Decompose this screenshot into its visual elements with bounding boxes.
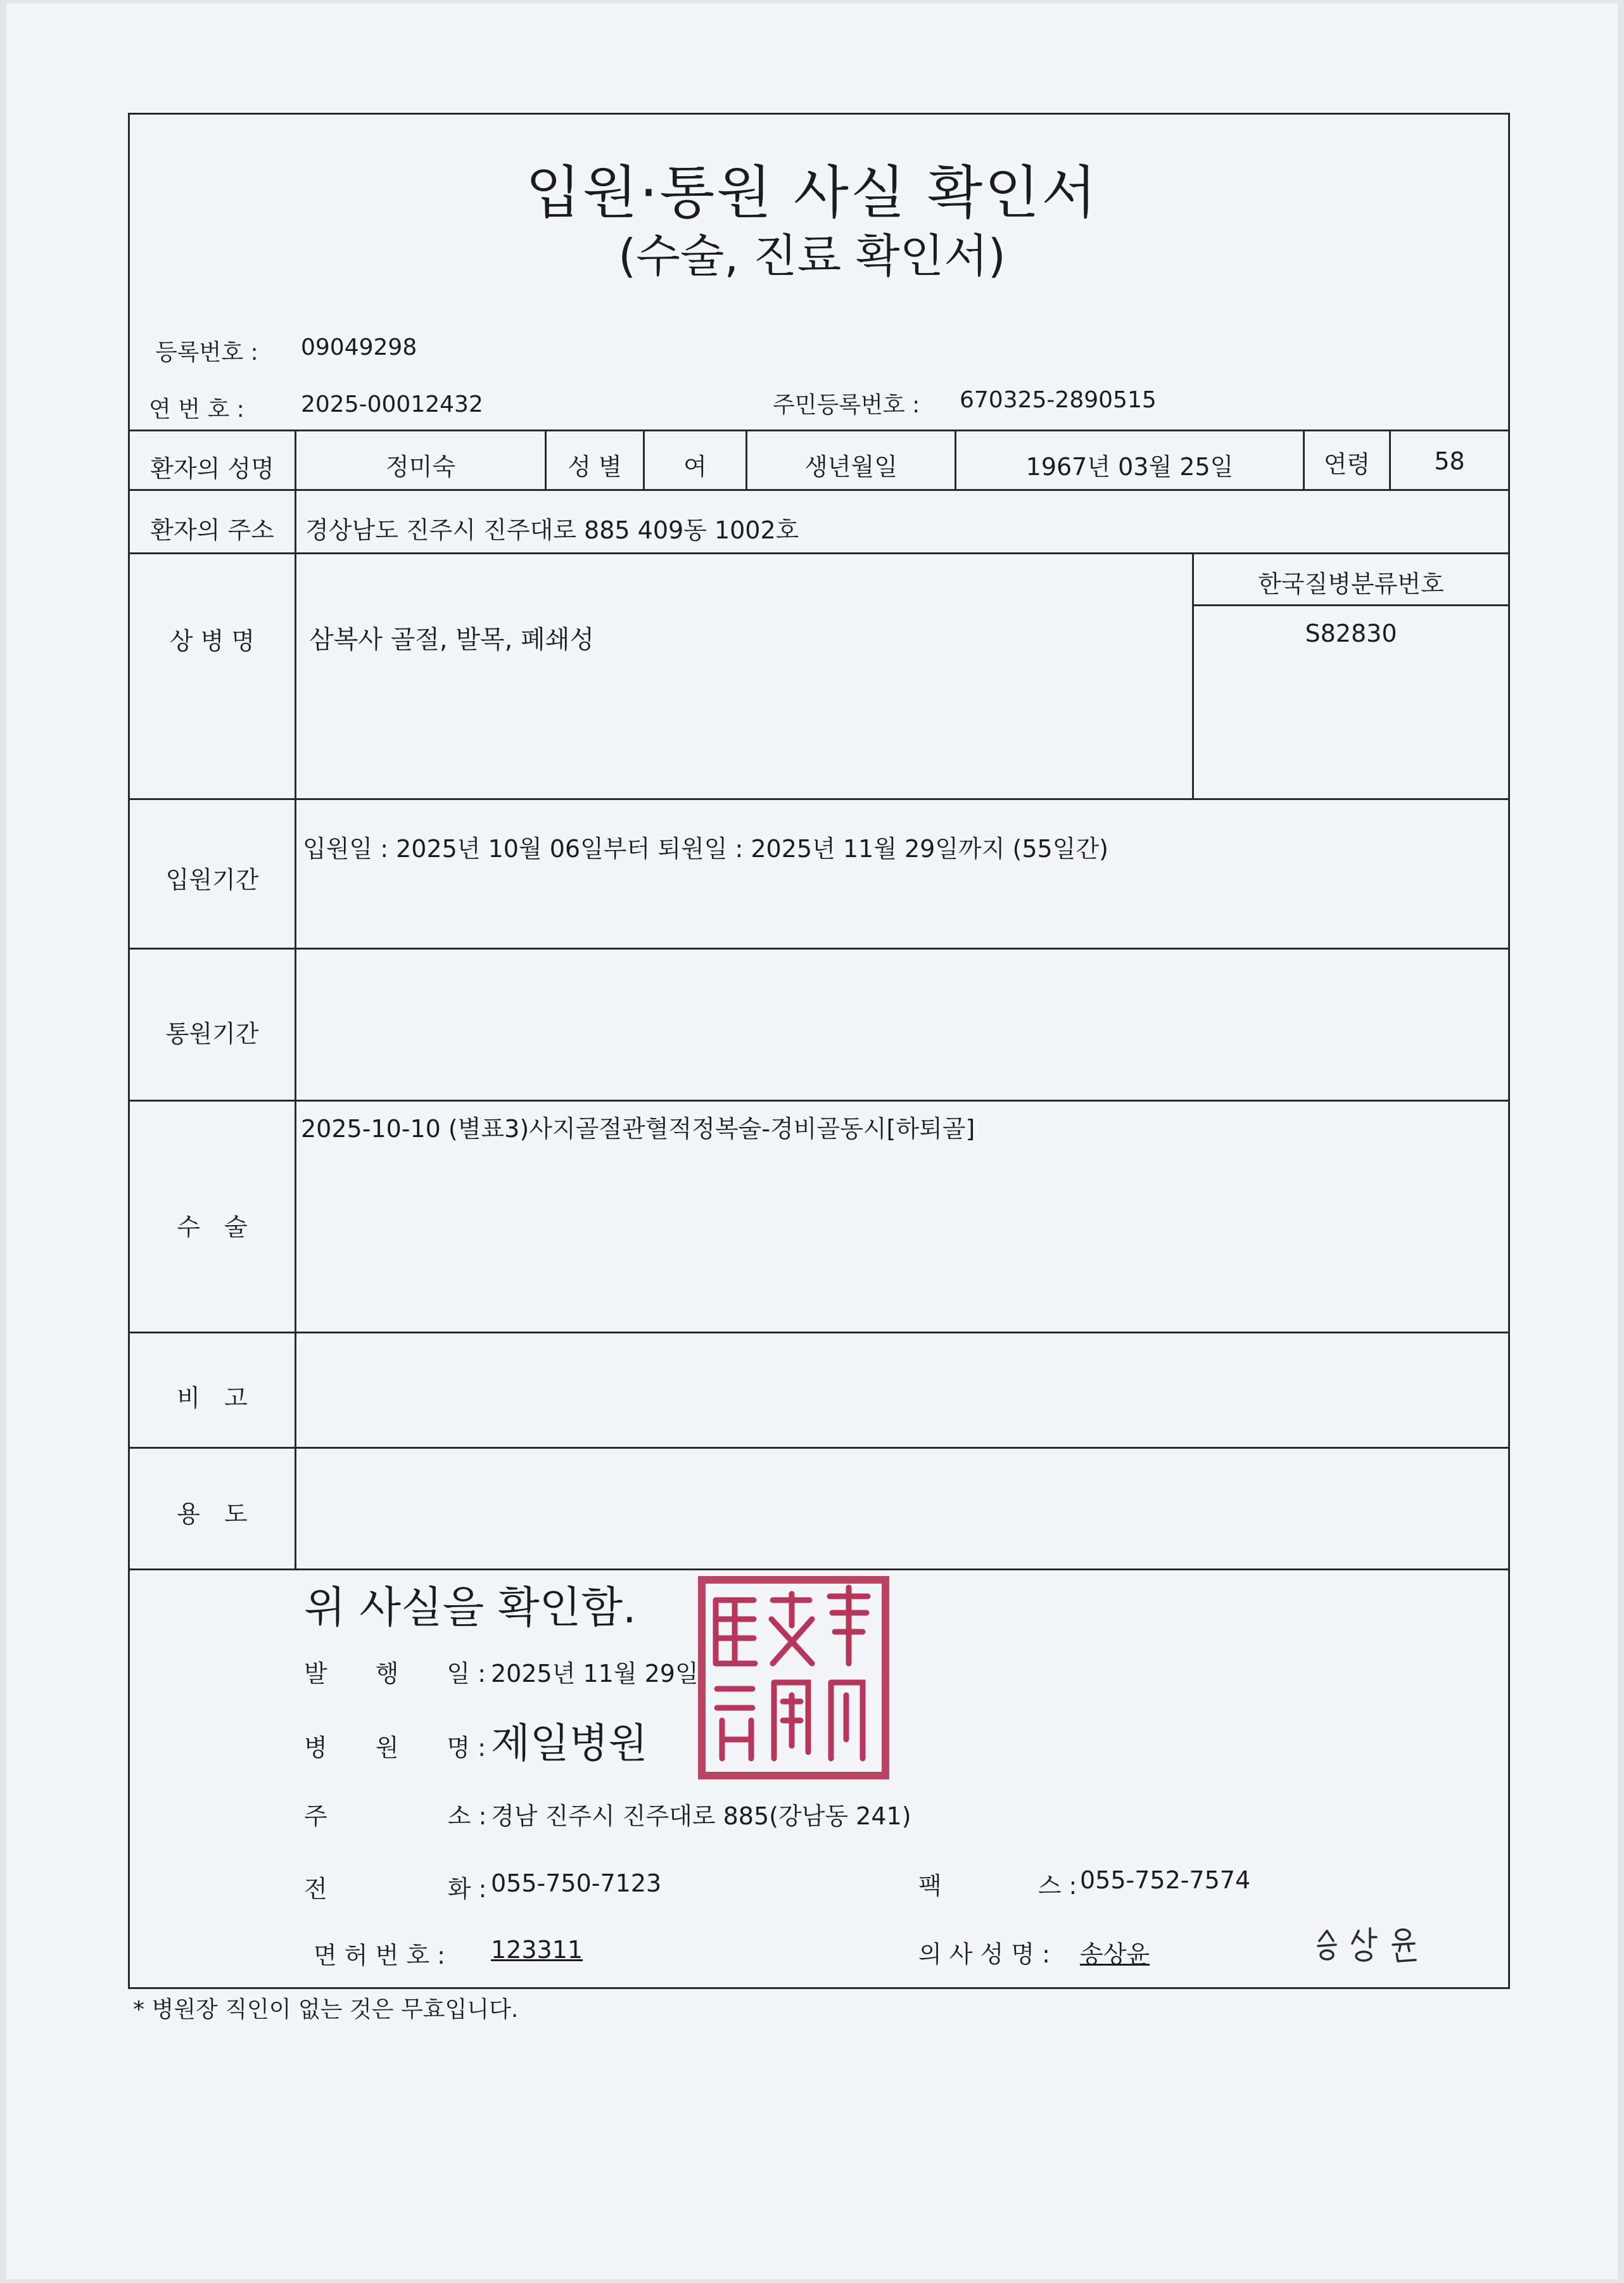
doctor-signature <box>1314 1922 1441 1966</box>
patient-name-label: 환자의 성명 <box>150 455 274 483</box>
reg-no-value: 09049298 <box>301 334 417 360</box>
issue-date-label: 발 행 일 : <box>304 1660 486 1688</box>
serial-value: 2025-00012432 <box>301 391 483 417</box>
hospital-seal-stamp <box>697 1575 891 1781</box>
phone-value: 055-750-7123 <box>491 1869 662 1897</box>
patient-address-value: 경상남도 진주시 진주대로 885 409동 1002호 <box>305 516 799 544</box>
remarks-label: 비 고 <box>177 1384 248 1412</box>
surgery-value: 2025-10-10 (별표3)사지골절관혈적정복술-경비골동시[하퇴골] <box>301 1115 975 1143</box>
dob-label: 생년월일 <box>804 453 898 481</box>
diagnosis-label: 상 병 명 <box>169 627 255 655</box>
rrn-label: 주민등록번호 : <box>773 392 920 418</box>
purpose-label: 용 도 <box>177 1500 248 1528</box>
doctor-name-label: 의 사 성 명 : <box>918 1940 1050 1968</box>
hospital-name-value: 제일병원 <box>491 1720 648 1767</box>
phone-label: 전 화 : <box>304 1875 487 1903</box>
outpatient-label: 통원기간 <box>165 1020 259 1048</box>
serial-label: 연 번 호 : <box>149 397 244 423</box>
admission-label: 입원기간 <box>165 866 259 894</box>
document-title: 입원·통원 사실 확인서 <box>525 160 1099 226</box>
patient-name-value: 정미숙 <box>385 453 456 481</box>
license-label: 면 허 번 호 : <box>314 1942 445 1969</box>
sex-label: 성 별 <box>568 453 622 481</box>
patient-address-label: 환자의 주소 <box>150 516 274 544</box>
rrn-value: 670325-2890515 <box>960 387 1157 413</box>
admission-value: 입원일 : 2025년 10월 06일부터 퇴원일 : 2025년 11월 29일까지 (55일간) <box>303 835 1108 863</box>
age-value: 58 <box>1434 447 1465 475</box>
hospital-address-label: 주 소 : <box>304 1802 487 1830</box>
fax-value: 055-752-7574 <box>1080 1866 1251 1894</box>
license-value: 123311 <box>491 1936 583 1964</box>
hospital-name-label: 병 원 명 : <box>304 1734 486 1762</box>
age-label: 연령 <box>1323 450 1371 478</box>
reg-no-label: 등록번호 : <box>155 340 258 366</box>
disease-code-label: 한국질병분류번호 <box>1258 570 1444 598</box>
issue-date-value: 2025년 11월 29일 <box>491 1660 699 1688</box>
footnote: * 병원장 직인이 없는 것은 무효입니다. <box>133 1997 519 2023</box>
sex-value: 여 <box>683 453 707 481</box>
certificate-paper <box>6 4 1618 2279</box>
surgery-label: 수 술 <box>177 1213 248 1241</box>
disease-code-value: S82830 <box>1305 620 1397 647</box>
document-subtitle: (수술, 진료 확인서) <box>618 229 1006 283</box>
confirmation-statement: 위 사실을 확인함. <box>304 1583 637 1633</box>
diagnosis-value: 삼복사 골절, 발목, 폐쇄성 <box>309 625 594 654</box>
hospital-address-value: 경남 진주시 진주대로 885(강남동 241) <box>491 1802 911 1830</box>
fax-label: 팩 스 : <box>918 1872 1077 1900</box>
doctor-name-value: 송상윤 <box>1080 1940 1150 1968</box>
dob-value: 1967년 03월 25일 <box>1025 453 1234 481</box>
